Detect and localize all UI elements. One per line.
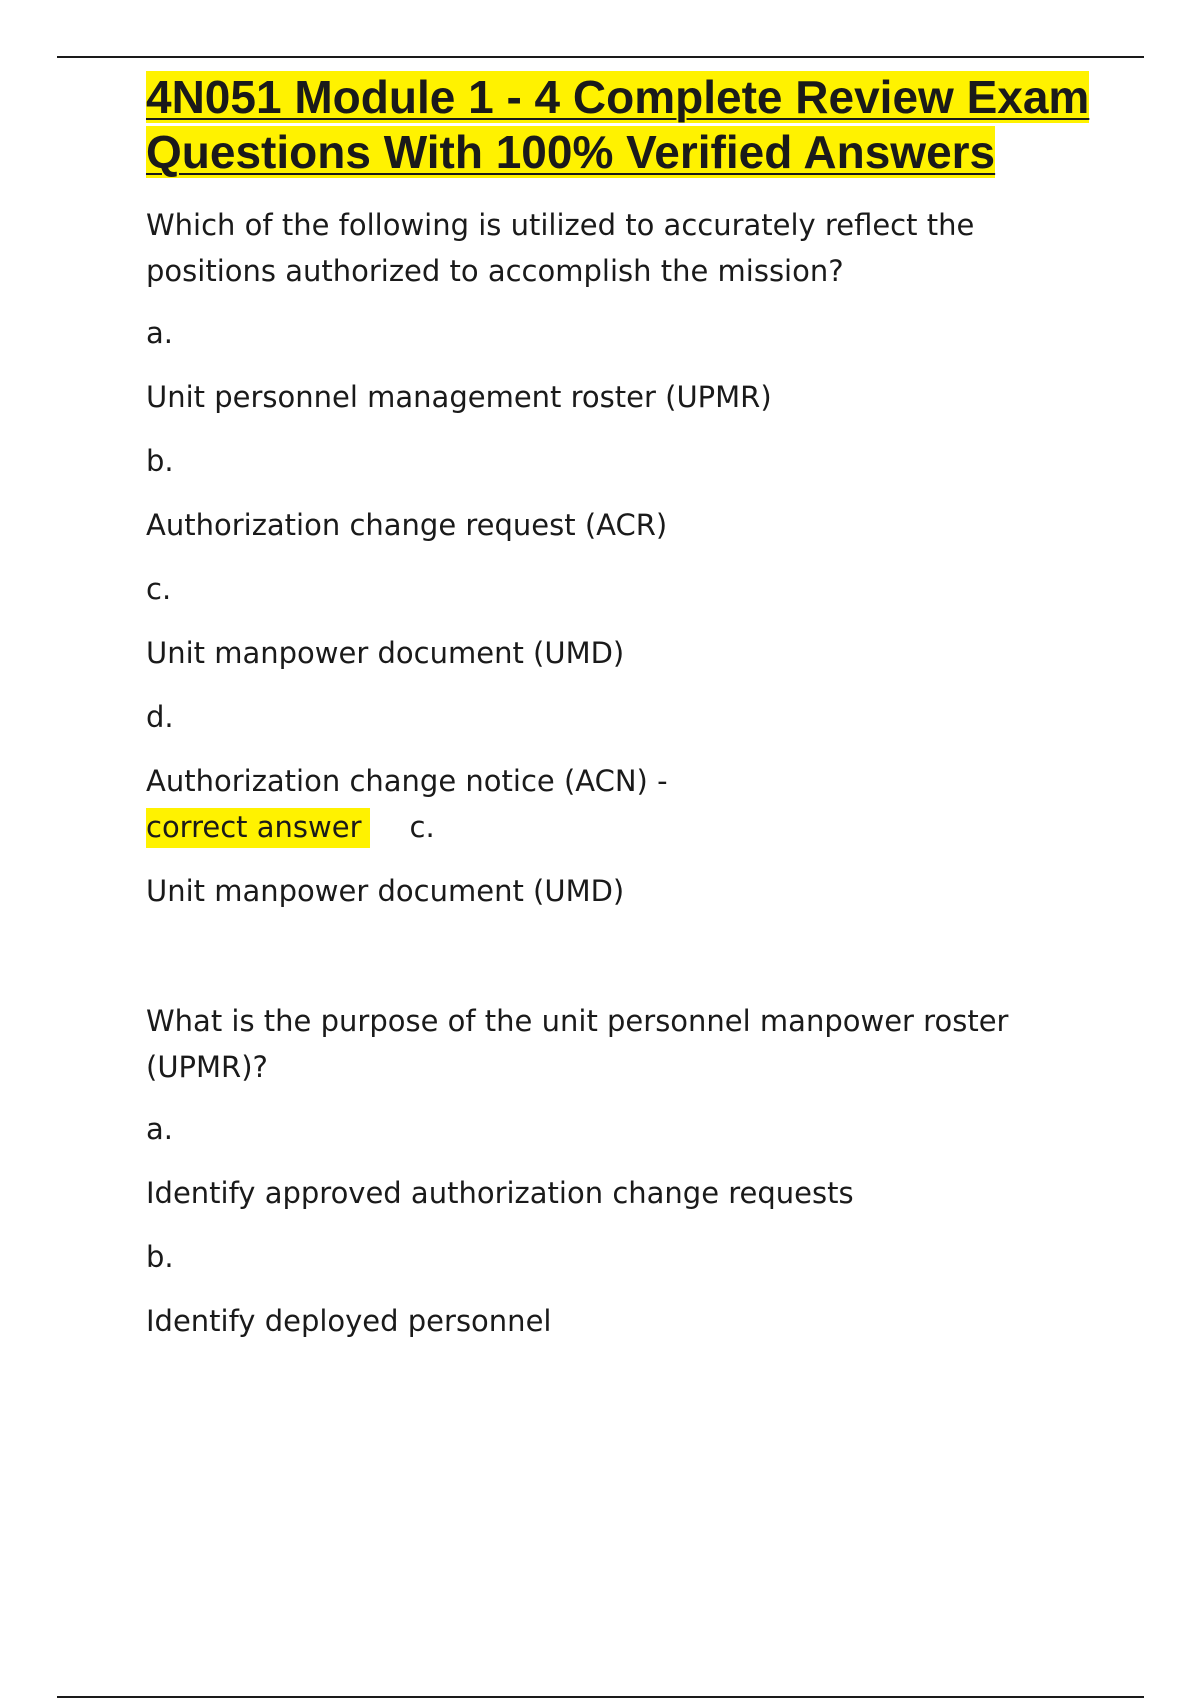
document-title-text: 4N051 Module 1 - 4 Complete Review Exam Questions With 100% Verified Answers bbox=[146, 71, 1090, 178]
footer-rule bbox=[57, 1696, 1144, 1698]
header-rule bbox=[57, 56, 1144, 58]
question-2-prompt: What is the purpose of the unit personnel manpower roster (UPMR)? bbox=[146, 1004, 1009, 1084]
document-title bbox=[146, 70, 1106, 180]
question-1-option-d-letter: d. bbox=[146, 700, 174, 734]
question-1-option-a-text: Unit personnel management roster (UPMR) bbox=[146, 380, 772, 414]
correct-answer-badge: correct answer bbox=[146, 808, 370, 848]
question-1 bbox=[146, 202, 1106, 914]
question-1-option-d-text: Authorization change notice (ACN) - bbox=[146, 764, 668, 798]
question-1-answer-line bbox=[146, 804, 1106, 850]
question-2-option-a-letter: a. bbox=[146, 1112, 173, 1146]
correct-answer-text: Unit manpower document (UMD) bbox=[146, 874, 625, 908]
question-spacer bbox=[146, 932, 1106, 998]
question-2 bbox=[146, 998, 1106, 1344]
question-1-option-b-text: Authorization change request (ACR) bbox=[146, 508, 668, 542]
question-2-option-b-letter: b. bbox=[146, 1240, 174, 1274]
question-2-option-b-text: Identify deployed personnel bbox=[146, 1304, 552, 1338]
question-1-option-b-letter: b. bbox=[146, 444, 174, 478]
question-1-option-c-text: Unit manpower document (UMD) bbox=[146, 636, 625, 670]
question-1-prompt: Which of the following is utilized to accurately reflect the positions authorized to accomplish the mission? bbox=[146, 208, 975, 288]
question-2-option-a-text: Identify approved authorization change requests bbox=[146, 1176, 854, 1210]
document-body bbox=[146, 70, 1106, 1362]
question-1-option-a-letter: a. bbox=[146, 316, 173, 350]
question-1-option-c-letter: c. bbox=[146, 572, 172, 606]
correct-answer-letter: c. bbox=[409, 810, 435, 844]
